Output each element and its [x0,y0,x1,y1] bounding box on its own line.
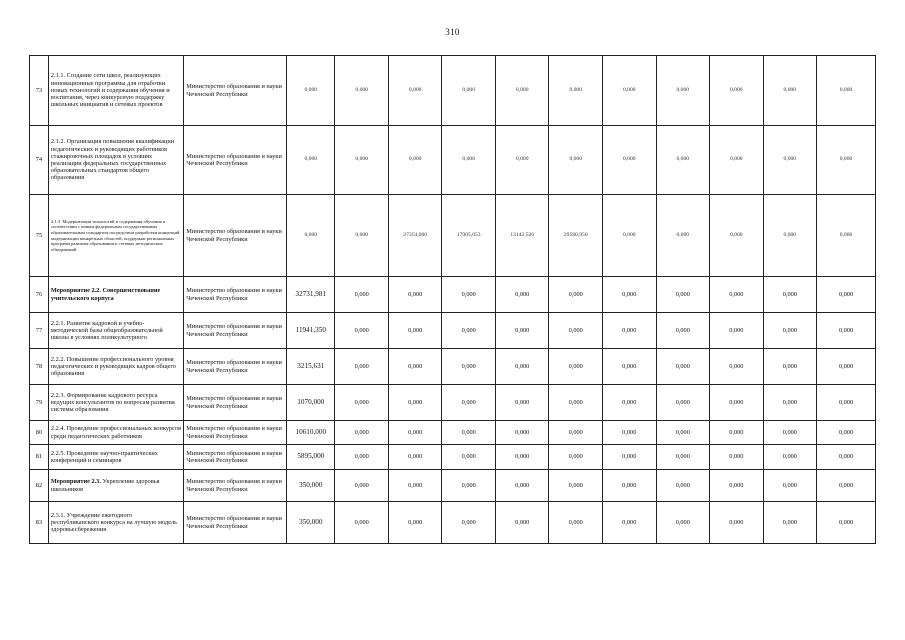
value-cell: 0,000 [335,385,389,421]
value-cell: 0,000 [442,502,496,544]
value-cell: 27354,000 [388,195,442,277]
executor-name: Министерство образования и науки Чеченской Республики [184,349,287,385]
value-cell: 0,000 [388,56,442,126]
value-cell: 0,000 [656,349,710,385]
value-cell: 0,000 [817,195,876,277]
value-cell: 0,000 [656,277,710,313]
value-cell: 0,000 [710,502,764,544]
value-cell: 0,000 [763,470,817,502]
value-cell: 0,000 [656,385,710,421]
value-cell: 0,000 [817,277,876,313]
row-number: 77 [30,313,49,349]
value-cell: 0,000 [817,421,876,445]
value-cell: 0,000 [549,56,603,126]
table-body [30,56,876,544]
value-cell: 32731,981 [287,277,335,313]
executor-name: Министерство образования и науки Чеченской Республики [184,277,287,313]
table-row [30,277,876,313]
value-cell: 0,000 [710,195,764,277]
value-cell: 0,000 [656,126,710,195]
value-cell: 0,000 [549,445,603,470]
executor-name: Министерство образования и науки Чеченской Республики [184,126,287,195]
value-cell: 0,000 [495,470,549,502]
value-cell: 29580,950 [549,195,603,277]
activity-name: 2.2.4. Проведение профессиональных конкурсов среди педагогических работников [48,421,183,445]
value-cell: 0,000 [603,313,657,349]
row-number: 80 [30,421,49,445]
value-cell: 0,000 [710,277,764,313]
value-cell: 0,000 [549,277,603,313]
value-cell: 0,000 [335,502,389,544]
value-cell: 17905,053 [442,195,496,277]
value-cell: 0,000 [495,277,549,313]
value-cell: 0,000 [442,56,496,126]
value-cell: 0,000 [603,56,657,126]
executor-name: Министерство образования и науки Чеченской Республики [184,56,287,126]
value-cell: 5895,000 [287,445,335,470]
value-cell: 0,000 [335,277,389,313]
value-cell: 0,000 [603,502,657,544]
value-cell: 0,000 [710,349,764,385]
value-cell: 0,000 [549,349,603,385]
value-cell: 0,000 [710,445,764,470]
table-row [30,470,876,502]
table-row [30,195,876,277]
value-cell: 0,000 [335,126,389,195]
value-cell: 0,000 [710,421,764,445]
value-cell: 0,000 [603,385,657,421]
row-number: 74 [30,126,49,195]
value-cell: 0,000 [495,56,549,126]
value-cell: 0,000 [763,385,817,421]
executor-name: Министерство образования и науки Чеченской Республики [184,502,287,544]
value-cell: 0,000 [549,470,603,502]
table-row [30,56,876,126]
row-number: 79 [30,385,49,421]
value-cell: 0,000 [656,313,710,349]
row-number: 81 [30,445,49,470]
value-cell: 3215,631 [287,349,335,385]
value-cell: 0,000 [549,126,603,195]
value-cell: 0,000 [603,126,657,195]
row-number: 75 [30,195,49,277]
value-cell: 0,000 [817,126,876,195]
value-cell: 0,000 [710,313,764,349]
value-cell: 0,000 [442,445,496,470]
value-cell: 0,000 [335,445,389,470]
value-cell: 0,000 [335,195,389,277]
value-cell: 11941,350 [287,313,335,349]
table-row [30,421,876,445]
value-cell: 0,000 [763,349,817,385]
value-cell: 0,000 [763,313,817,349]
value-cell: 0,000 [549,502,603,544]
value-cell: 0,000 [656,502,710,544]
table-row [30,126,876,195]
executor-name: Министерство образования и науки Чеченской Республики [184,385,287,421]
value-cell: 0,000 [817,313,876,349]
executor-name: Министерство образования и науки Чеченской Республики [184,313,287,349]
value-cell: 0,000 [388,126,442,195]
value-cell: 0,000 [442,349,496,385]
value-cell: 0,000 [817,349,876,385]
value-cell: 0,000 [495,126,549,195]
value-cell: 0,000 [603,421,657,445]
value-cell: 0,000 [388,421,442,445]
activity-name: 2.2.1. Развитие кадровой и учебно-методической базы общеобразовательной школы в условиях поликультурного [48,313,183,349]
value-cell: 0,000 [549,421,603,445]
page-number: 310 [445,27,460,37]
executor-name: Министерство образования и науки Чеченской Республики [184,195,287,277]
value-cell: 0,000 [388,445,442,470]
row-number: 73 [30,56,49,126]
value-cell: 0,000 [287,195,335,277]
activity-name-rest: Укрепление здоровья школьников [50,478,160,493]
activity-name: 2.3.1. Учреждение ежегодного республиканского конкурса на лучшую модель здоровьесбережения [48,502,183,544]
value-cell: 0,000 [763,277,817,313]
value-cell: 0,000 [603,195,657,277]
value-cell: 0,000 [817,385,876,421]
executor-name: Министерство образования и науки Чеченской Республики [184,445,287,470]
value-cell: 0,000 [388,502,442,544]
value-cell: 0,000 [495,349,549,385]
value-cell: 0,000 [335,421,389,445]
value-cell: 0,000 [603,349,657,385]
value-cell: 0,000 [763,445,817,470]
value-cell: 0,000 [763,126,817,195]
activity-name: 2.1.1. Создание сети школ, реализующих инновационные программы для отработки новых технологий и содержания обучения и воспитания, через конкурсную поддержку школьных инициатив и сетевых проектов [48,56,183,126]
value-cell: 0,000 [442,126,496,195]
activity-name [48,470,183,502]
activity-name-prefix: Мероприятие 2.3. [50,478,101,486]
value-cell: 0,000 [388,385,442,421]
value-cell: 0,000 [817,470,876,502]
value-cell: 0,000 [442,385,496,421]
value-cell: 0,000 [335,313,389,349]
table-row [30,445,876,470]
activity-name: 2.1.3. Модернизация технологий и содержания обучения в соответствии с новым федеральным государственным образовательным стандартом посредством разработки концепций модернизации конкретных областей, поддержки региональных программ развития образования и сетевых методических объединений [48,195,183,277]
value-cell: 0,000 [442,421,496,445]
value-cell: 0,000 [495,385,549,421]
value-cell: 0,000 [656,195,710,277]
value-cell: 0,000 [763,56,817,126]
value-cell: 0,000 [335,56,389,126]
value-cell: 0,000 [817,56,876,126]
row-number: 82 [30,470,49,502]
value-cell: 0,000 [388,470,442,502]
value-cell: 0,000 [442,313,496,349]
value-cell: 0,000 [817,445,876,470]
executor-name: Министерство образования и науки Чеченской Республики [184,421,287,445]
value-cell: 0,000 [549,313,603,349]
value-cell: 0,000 [710,470,764,502]
value-cell: 0,000 [710,385,764,421]
value-cell: 0,000 [442,277,496,313]
value-cell: 0,000 [603,445,657,470]
value-cell: 13142,526 [495,195,549,277]
activity-name: 2.2.2. Повышение профессионального уровня педагогических и руководящих кадров общего образования [48,349,183,385]
budget-table [29,55,876,544]
activity-name: 2.1.2. Организация повышения квалификации педагогических и руководящих работников стажировочных площадок в условиях реализации федеральных государственных образовательных стандартов общего образования [48,126,183,195]
activity-name: 2.2.5. Проведение научно-практических конференций и семинаров [48,445,183,470]
value-cell: 0,000 [287,56,335,126]
value-cell: 0,000 [656,445,710,470]
value-cell: 0,000 [656,56,710,126]
executor-name: Министерство образования и науки Чеченской Республики [184,470,287,502]
value-cell: 0,000 [710,56,764,126]
value-cell: 0,000 [710,126,764,195]
table-row [30,349,876,385]
row-number: 76 [30,277,49,313]
value-cell: 0,000 [442,470,496,502]
value-cell: 0,000 [335,470,389,502]
value-cell: 0,000 [388,313,442,349]
value-cell: 350,000 [287,502,335,544]
row-number: 83 [30,502,49,544]
value-cell: 0,000 [603,470,657,502]
value-cell: 0,000 [549,385,603,421]
value-cell: 0,000 [763,421,817,445]
value-cell: 0,000 [763,195,817,277]
value-cell: 0,000 [763,502,817,544]
table-row [30,313,876,349]
table-row [30,502,876,544]
value-cell: 0,000 [388,277,442,313]
value-cell: 0,000 [495,445,549,470]
value-cell: 0,000 [656,421,710,445]
value-cell: 0,000 [495,421,549,445]
value-cell: 0,000 [603,277,657,313]
table-row [30,385,876,421]
value-cell: 10610,000 [287,421,335,445]
value-cell: 0,000 [388,349,442,385]
value-cell: 0,000 [656,470,710,502]
value-cell: 0,000 [495,313,549,349]
value-cell: 0,000 [495,502,549,544]
value-cell: 0,000 [335,349,389,385]
value-cell: 1070,000 [287,385,335,421]
activity-name: 2.2.3. Формирование кадрового ресурса ведущих консультантов по вопросам развития системы образования [48,385,183,421]
value-cell: 0,000 [287,126,335,195]
activity-name: Мероприятие 2.2. Совершенствование учительского корпуса [48,277,183,313]
value-cell: 350,000 [287,470,335,502]
value-cell: 0,000 [817,502,876,544]
row-number: 78 [30,349,49,385]
